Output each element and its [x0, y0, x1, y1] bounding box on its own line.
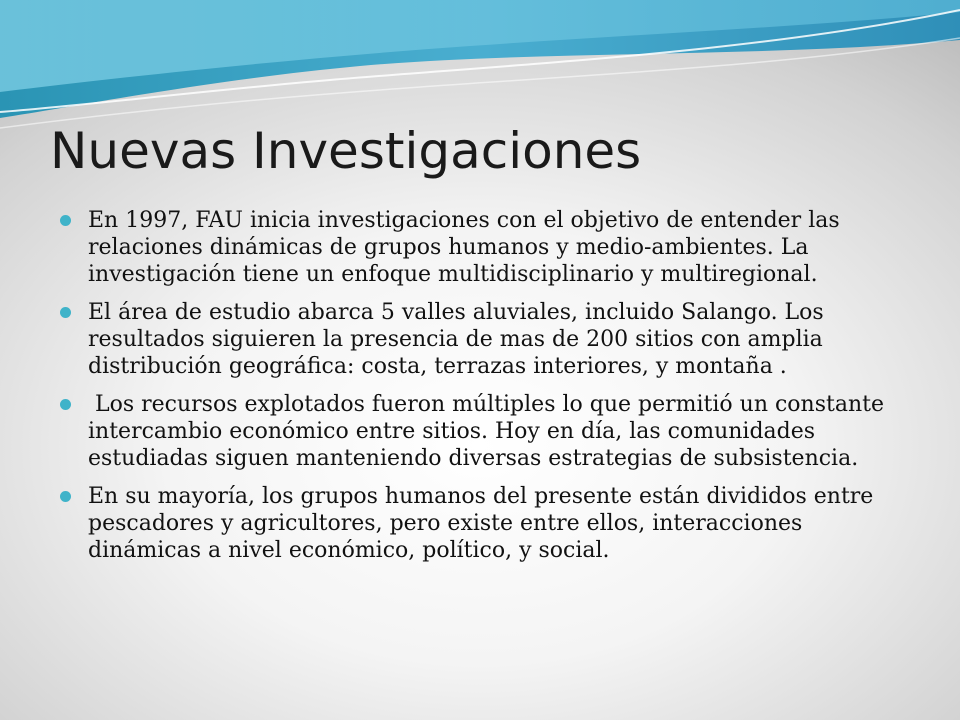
bullet-dot-icon — [60, 491, 71, 502]
bullet-dot-icon — [60, 399, 71, 410]
bullet-item — [60, 483, 908, 564]
bullet-text: Los recursos explotados fueron múltiples lo que permitió un constante intercambio económico entre sitios. Hoy en día, las comunidades estudiadas siguen manteniendo diversas estrategias de subsistencia. — [88, 392, 891, 471]
bullet-text: El área de estudio abarca 5 valles aluviales, incluido Salango. Los resultados siguieren la presencia de mas de 200 sitios con amplia distribución geográfica: costa, terrazas interiores, y montaña . — [88, 300, 824, 379]
bullet-dot-icon — [60, 307, 71, 318]
bullet-list — [60, 207, 908, 575]
bullet-text: En 1997, FAU inicia investigaciones con el objetivo de entender las relaciones dinámicas de grupos humanos y medio-ambientes. La investigación tiene un enfoque multidisciplinario y multiregional. — [88, 208, 840, 287]
bullet-dot-icon — [60, 215, 71, 226]
bullet-item — [60, 391, 908, 472]
bullet-item — [60, 207, 908, 288]
slide-title: Nuevas Investigaciones — [50, 122, 642, 180]
bullet-text: En su mayoría, los grupos humanos del presente están divididos entre pescadores y agricultores, pero existe entre ellos, interacciones dinámicas a nivel económico, político, y social. — [88, 484, 874, 563]
bullet-item — [60, 299, 908, 380]
